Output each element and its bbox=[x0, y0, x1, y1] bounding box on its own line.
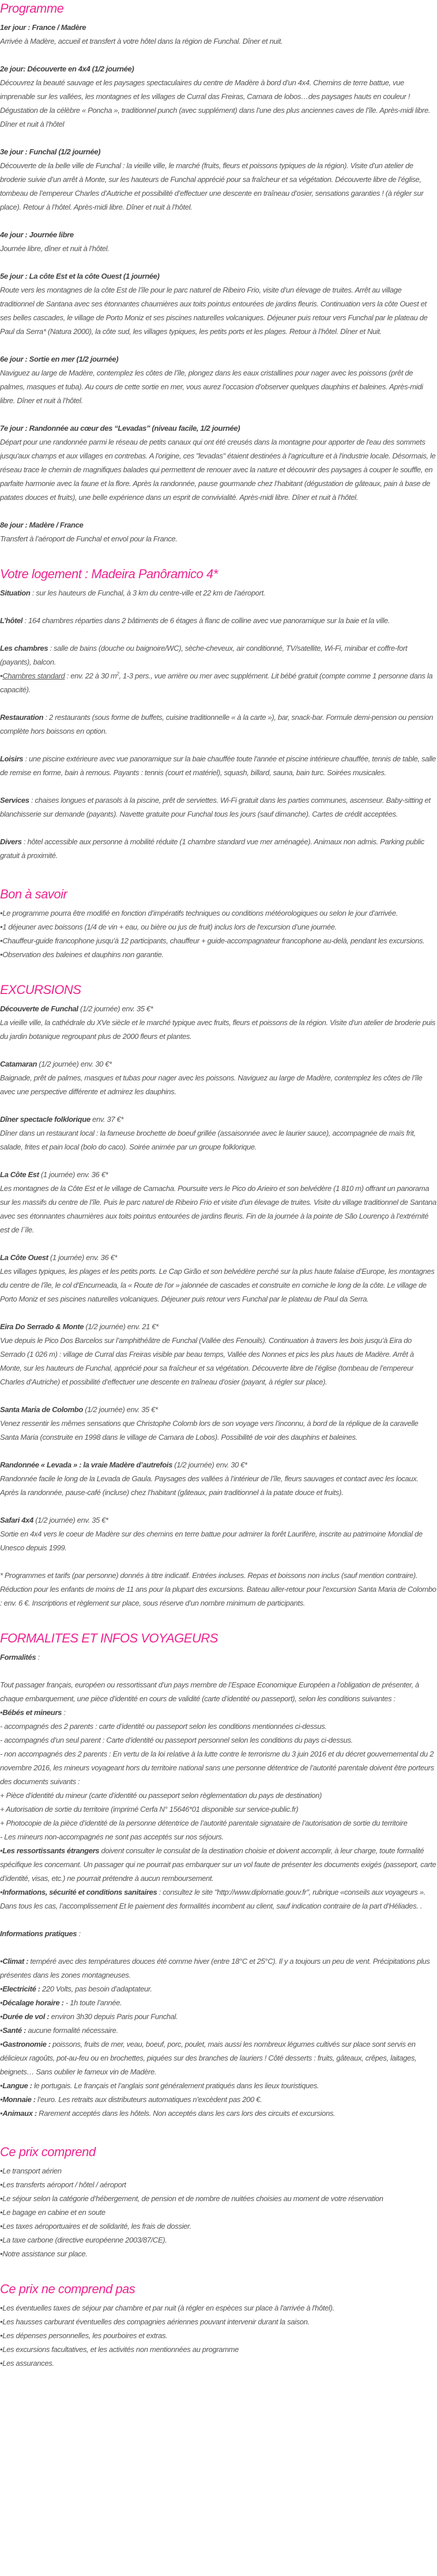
label: Climat : bbox=[2, 1957, 29, 1966]
pratique-item bbox=[0, 2093, 437, 2107]
excursion-name: Eira Do Serrado & Monte bbox=[0, 1322, 84, 1331]
text: tempéré avec des températures douces été comme hiver (entre 18°C et 25°C). Il y a toujours un peu de vent. Précipitations plus présentes dans les zones montagneuses. bbox=[0, 1957, 430, 1979]
logement-hotel bbox=[0, 614, 437, 628]
label: Monnaie : bbox=[2, 2095, 36, 2104]
day-title: 5e jour : La côte Est et la côte Ouest (1 journée) bbox=[0, 272, 160, 280]
excursion-text: Les villages typiques, les plages et les petits ports. Le Cap Girão et son belvédère perché sur la plus haute falaise d’Europe, les montagnes du centre de l’île, le col d’Encumeada, la « Route de l’or » jalonnée de cascades et construite en corniche le long de la côte. Le village de Porto Moniz et ses piscines naturelles volcaniques. Déjeuner puis retour vers Funchal par le plateau de Paul da Serra. bbox=[0, 1267, 435, 1303]
list-item: • Les taxes aéroportuaires et de solidarité, les frais de dossier. bbox=[0, 2220, 437, 2233]
day-title: 2e jour: Découverte en 4x4 (1/2 journée) bbox=[0, 65, 134, 73]
formalites-heading bbox=[0, 1651, 437, 1664]
day-text: Route vers les montagnes de la côte Est de l’île pour le parc naturel de Ribeiro Frio, visite d’un élevage de truites. Arrêt au village traditionnel de Santana avec ses étonnantes chaumières aux toits pointus entourées de jardins fleuris. Continuation vers la côte Ouest et ses belles cascades, le village de Porto Moniz et ses piscines naturelles volcaniques. Déjeuner puis retour vers Funchal par le plateau de Paul da Serra* (Natura 2000), la côte sud, les villages typiques, les petits ports et les plages. Retour à l’hôtel. Dîner et Nuit. bbox=[0, 286, 428, 336]
securite-paragraph bbox=[0, 1885, 437, 1913]
formalites-title: FORMALITES ET INFOS VOYAGEURS bbox=[0, 1631, 218, 1645]
excursion-item bbox=[0, 1113, 437, 1154]
list-item: • Les éventuelles taxes de séjour par chambre et par nuit (à régler en espèces sur place à l'arrivée à l'hôtel). bbox=[0, 2301, 437, 2315]
excursion-name: Santa Maria de Colombo bbox=[0, 1405, 83, 1414]
label: Les ressortissants étrangers bbox=[2, 1846, 100, 1855]
programme-title: Programme bbox=[0, 1, 64, 16]
excursion-name: Safari 4x4 bbox=[0, 1516, 33, 1524]
day-4 bbox=[0, 228, 437, 256]
excursion-name: La Côte Ouest bbox=[0, 1253, 48, 1262]
item-text: : chaises longues et parasols à la piscine, prêt de serviettes. Wi-Fi gratuit dans les parties communes, ascenseur. Baby-sitting et blanchisserie sur demande (payants). Navette gratuite pour Funchal tous les jours (sauf dimanche). Cartes de crédit acceptées. bbox=[0, 796, 431, 818]
sup: 2 bbox=[116, 671, 119, 677]
excursion-text: Dîner dans un restaurant local : la fameuse brochette de boeuf grillée (assaisonnée avec le laurier sauce), accompagnée de maïs frit, salade, frites et pain local (bolo do caco). Soirée animée par un groupe folklorique. bbox=[0, 1129, 416, 1151]
list-item: • Le transport aérien bbox=[0, 2164, 437, 2178]
item-label: Les chambres bbox=[0, 644, 48, 652]
pratiques-list bbox=[0, 1955, 437, 2120]
pratique-item bbox=[0, 2079, 437, 2093]
ne-comprend-pas-list bbox=[0, 2301, 437, 2370]
pratiques-heading bbox=[0, 1927, 437, 1941]
logement-chambres bbox=[0, 642, 437, 697]
item-label: Divers bbox=[0, 837, 22, 846]
formalites-intro: Tout passager français, européen ou ressortissant d’un pays membre de l’Espace Economique Européen a l’obligation de présenter, à chaque embarquement, une pièce d’identité en cours de validité (carte d’identité ou passeport), selon les conditions suivantes : bbox=[0, 1680, 419, 1703]
excursion-item bbox=[0, 1320, 437, 1389]
label: Décalage horaire : bbox=[2, 1998, 64, 2007]
bon-a-savoir-section bbox=[0, 886, 437, 962]
excursion-item bbox=[0, 1002, 437, 1044]
label: Gastronomie : bbox=[2, 2040, 51, 2048]
day-title: 7e jour : Randonnée au cœur des “Levadas” (niveau facile, 1/2 journée) bbox=[0, 424, 240, 433]
pratique-item bbox=[0, 1955, 437, 1982]
text: : consultez le site "http://www.diplomatie.gouv.fr", rubrique «conseils aux voyageurs ». Dans tous les cas, l’accomplissement Et le paiement des formalités incombent au client, sauf indication contraire de la part d’Héliades. . bbox=[0, 1888, 425, 1910]
list-item: • Les assurances. bbox=[0, 2357, 437, 2370]
day-text: Découvrez la beauté sauvage et les paysages spectaculaires du centre de Madère à bord d’un 4x4. Chemins de terre battue, vue imprenable sur les vallées, les montagnes et les villages de Curral das Freiras, Camara de lobos…des paysages hauts en couleur ! Dégustation de la célèbre « Poncha », traditionnel punch (avec supplément) dans l’une des plus anciennes caves de l’île. Après-midi libre. Dîner et nuit à l’hôtel bbox=[0, 78, 431, 128]
day-text: Naviguez au large de Madère, contemplez les côtes de l’île, plongez dans les eaux cristallines pour nager avec les poissons (prêt de palmes, masques et tuba). Au cours de cette sortie en mer, vous aurez l’occasion d’observer quelques dauphins et baleines. Après-midi libre. Dîner et nuit à l’hôtel. bbox=[0, 369, 423, 405]
bon-a-savoir-list bbox=[0, 906, 437, 962]
colon: : bbox=[61, 1708, 66, 1717]
list-item: • Le programme pourra être modifié en fonction d’impératifs techniques ou conditions météorologiques ou selon le jour d’arrivée. bbox=[0, 906, 437, 920]
text: - 1h toute l’année. bbox=[63, 1998, 122, 2007]
formalites-section bbox=[0, 1630, 437, 2120]
item-text: : une piscine extérieure avec vue panoramique sur la baie chauffée toute l'année et piscine intérieure chauffée, tennis de table, salle de remise en forme, bain à remous. Payants : tennis (court et matériel), squash, billard, sauna, bain turc. Soirées musicales. bbox=[0, 754, 436, 777]
text: l’euro. Les retraits aux distributeurs automatiques n’excèdent pas 200 €. bbox=[35, 2095, 262, 2104]
label: Animaux : bbox=[2, 2109, 37, 2118]
excursions-footnote: * Programmes et tarifs (par personne) donnés à titre indicatif. Entrées incluses. Repas et boissons non inclus (sauf mention contraire). Réduction pour les enfants de moins de 11 ans pour la plupart des excursions. Bateau aller-retour pour l’excursion Santa Maria de Colombo : env. 6 €. Inscriptions et règlement sur place, sous réserve d’un nombre minimum de participants. bbox=[0, 1571, 436, 1607]
excursion-text: Baignade, prêt de palmes, masques et tubas pour nager avec les poissons. Naviguez au large de Madère, contemplez les côtes de l’île avec une perspective différente et admirez les dauphins. bbox=[0, 1073, 423, 1096]
minor-line: - non accompagnés des 2 parents : En vertu de la loi relative à la lutte contre le terrorisme du 3 juin 2016 et du décret gouvernemental du 2 novembre 2016, les mineurs voyageant hors du territoire national sans une personne détentrice de l’autorité parentale doivent être porteurs des documents suivants : bbox=[0, 1750, 434, 1786]
excursions-title: EXCURSIONS bbox=[0, 982, 81, 997]
minor-line: + Autorisation de sortie du territoire (imprimé Cerfa N° 15646*01 disponible sur service-public.fr) bbox=[0, 1805, 299, 1814]
sub-text: , 1-3 pers., vue arrière ou mer avec supplément. Lit bébé gratuit (compte comme 1 personne dans la capacité). bbox=[0, 671, 433, 694]
bebes-heading bbox=[0, 1706, 437, 1720]
day-title: 6e jour : Sortie en mer (1/2 journée) bbox=[0, 355, 119, 363]
day-3 bbox=[0, 145, 437, 214]
logement-title: Votre logement : Madeira Panôramico 4* bbox=[0, 567, 218, 581]
colon: : bbox=[36, 1653, 40, 1661]
excursion-item bbox=[0, 1513, 437, 1555]
list-item: • Le bagage en cabine et en soute bbox=[0, 2206, 437, 2220]
comprend-title: Ce prix comprend bbox=[0, 2145, 96, 2159]
sub-text: : env. 22 à 30 m bbox=[65, 671, 117, 680]
chambres-standard bbox=[0, 669, 437, 697]
excursion-price: (1/2 journée) env. 30 €* bbox=[37, 1060, 112, 1068]
day-7 bbox=[0, 422, 437, 504]
pratique-item bbox=[0, 1996, 437, 2010]
excursion-item bbox=[0, 1168, 437, 1237]
day-text: Arrivée à Madère, accueil et transfert à votre hôtel dans la région de Funchal. Dîner et nuit. bbox=[0, 37, 283, 45]
excursion-text: La vieille ville, la cathédrale du XVe siècle et le marché typique avec fruits, fleurs et poissons de la région. Visite d’un atelier de broderie puis du jardin botanique regroupant plus de 2000 fleurs et plantes. bbox=[0, 1018, 436, 1041]
day-2 bbox=[0, 62, 437, 131]
minor-line: - accompagnés d’un seul parent : Carte d’identité ou passeport personnel selon les conditions du pays ci-dessus. bbox=[0, 1736, 353, 1744]
comprend-section bbox=[0, 2143, 437, 2261]
text: environ 3h30 depuis Paris pour Funchal. bbox=[49, 2012, 178, 2021]
text: doivent consulter le consulat de la destination choisie et doivent accomplir, à leur charge, toute formalité spécifique les concernant. Un passager qui ne pourrait pas embarquer sur un vol faute de présenter les documents exigés (passeport, carte d’identité, visas, etc.) ne pourrait prétendre à aucun remboursement. bbox=[0, 1846, 436, 1883]
label: Informations, sécurité et conditions sanitaires bbox=[2, 1888, 157, 1896]
excursion-name: Dîner spectacle folklorique bbox=[0, 1115, 91, 1124]
excursion-name: Randonnée « Levada » : la vraie Madère d’autrefois bbox=[0, 1460, 172, 1469]
pratique-item bbox=[0, 1982, 437, 1996]
day-text: Découverte de la belle ville de Funchal : la vieille ville, le marché (fruits, fleurs et poissons typiques de la région). Visite d’un atelier de broderie suivie d’un arrêt à Monte, sur les hauteurs de Funchal apprécié pour sa fraîcheur et sa végétation. Découverte libre de l’église, tombeau de l’empereur Charles d’Autriche et possibilité d’effectuer une descente en traîneau d’osier, sensations garanties ! (à régler sur place). Retour à l’hôtel. Après-midi libre. Dîner et nuit à l’hôtel. bbox=[0, 161, 424, 211]
text: le portugais. Le français et l’anglais sont généralement pratiqués dans les lieux touristiques. bbox=[32, 2081, 319, 2090]
pratique-item bbox=[0, 2038, 437, 2079]
day-5 bbox=[0, 270, 437, 339]
day-title: 1er jour : France / Madère bbox=[0, 23, 86, 32]
chambres-main bbox=[0, 642, 437, 669]
text: 220 Volts, pas besoin d’adaptateur. bbox=[40, 1985, 152, 1993]
day-title: 4e jour : Journée libre bbox=[0, 230, 74, 239]
item-label: Restauration bbox=[0, 713, 44, 722]
list-item: • La taxe carbone (directive européenne 2003/87/CE). bbox=[0, 2233, 437, 2247]
label: Informations pratiques bbox=[0, 1929, 77, 1938]
minor-line: - Les mineurs non-accompagnés ne sont pas acceptés sur nos séjours. bbox=[0, 1833, 224, 1841]
logement-divers bbox=[0, 835, 437, 863]
day-8 bbox=[0, 518, 437, 546]
excursion-name: Découverte de Funchal bbox=[0, 1004, 78, 1013]
day-title: 8e jour : Madère / France bbox=[0, 521, 84, 529]
excursion-price: (1/2 journée) env. 35 €* bbox=[78, 1004, 153, 1013]
excursion-price: (1/2 journée) env. 21 €* bbox=[84, 1322, 159, 1331]
list-item: • Les transferts aéroport / hôtel / aéroport bbox=[0, 2178, 437, 2192]
day-title: 3e jour : Funchal (1/2 journée) bbox=[0, 147, 101, 156]
excursion-item bbox=[0, 1403, 437, 1444]
ne-comprend-pas-title: Ce prix ne comprend pas bbox=[0, 2282, 135, 2296]
excursion-name: Catamaran bbox=[0, 1060, 37, 1068]
text: aucune formalité nécessaire. bbox=[26, 2026, 118, 2035]
excursion-price: (1/2 journée) env. 35 €* bbox=[33, 1516, 108, 1524]
list-item: • Les hausses carburant éventuelles des compagnies aériennes pouvant intervenir durant la saison. bbox=[0, 2315, 437, 2329]
excursions-section bbox=[0, 981, 437, 1610]
pratique-item bbox=[0, 2024, 437, 2038]
excursion-text: Vue depuis le Pico Dos Barcelos sur l’amphithéâtre de Funchal (Vallée des Fenouils). Continuation à travers les bois jusqu’à Eira do Serrado (1 026 m) : village de Curral das Freiras visible par beau temps, Vallée des Nonnes et pics les plus hauts de Madère. Arrêt à Monte, sur les hauteurs de Funchal, apprécié pour sa fraîcheur et sa végétation. Découverte libre de l’église (tombeau de l’empereur Charles d’Autriche) et possibilité d’effectuer une descente en traîneau d’osier (payant, à régler sur place). bbox=[0, 1336, 414, 1386]
label: Durée de vol : bbox=[2, 2012, 50, 2021]
excursion-price: (1/2 journée) env. 30 €* bbox=[172, 1460, 247, 1469]
pratique-item bbox=[0, 2107, 437, 2120]
day-1 bbox=[0, 21, 437, 48]
label: Langue : bbox=[2, 2081, 32, 2090]
label: Bébés et mineurs bbox=[2, 1708, 62, 1717]
logement-restauration bbox=[0, 711, 437, 738]
day-6 bbox=[0, 352, 437, 408]
label: Formalités bbox=[0, 1653, 36, 1661]
minor-line: + Photocopie de la pièce d’identité de la personne détentrice de l’autorité parentale signataire de l’autorisation de sortie du territoire bbox=[0, 1819, 408, 1827]
item-label: Services bbox=[0, 796, 29, 805]
sub-label: Chambres standard bbox=[2, 671, 65, 680]
list-item: • Les dépenses personnelles, les pourboires et extras. bbox=[0, 2329, 437, 2343]
pratique-item bbox=[0, 2010, 437, 2024]
day-text: Journée libre, dîner et nuit à l’hôtel. bbox=[0, 244, 110, 253]
label: Electricité : bbox=[2, 1985, 40, 1993]
excursion-text: Venez ressentir les mêmes sensations que Christophe Colomb lors de son voyage vers l’inconnu, à bord de la réplique de la caravelle Santa Maria (construite en 1998 dans le village de Camara de Lobos). Possibilité de voir des dauphins et baleines. bbox=[0, 1419, 419, 1441]
item-text: : 164 chambres réparties dans 2 bâtiments de 6 étages à flanc de colline avec vue panoramique sur la baie et la ville. bbox=[22, 616, 390, 625]
bon-a-savoir-title: Bon à savoir bbox=[0, 887, 67, 901]
text: Rarement acceptés dans les hôtels. Non acceptés dans les cars lors des circuits et excursions. bbox=[36, 2109, 336, 2118]
day-text: Transfert à l’aéroport de Funchal et envol pour la France. bbox=[0, 534, 178, 543]
excursion-text: Les montagnes de la Côte Est et le village de Camacha. Poursuite vers le Pico do Arieiro et son belvédère (1 810 m) offrant un panorama sur les massifs du centre de l’île. Puis le parc naturel de Ribeiro Frio et visite d’un élevage de truites. Visite du village traditionnel de Santana avec ses étonnantes chaumières aux toits pointus entourées de jardins fleuris. Fin de la journée à la pointe de São Lourenço à l’extrémité est de l´île. bbox=[0, 1184, 436, 1234]
label: Santé : bbox=[2, 2026, 27, 2035]
excursion-item bbox=[0, 1458, 437, 1500]
list-item: • 1 déjeuner avec boissons (1/4 de vin + eau, ou bière ou jus de fruit) inclus lors de l'excursion d’une journée. bbox=[0, 920, 437, 934]
excursion-text: Randonnée facile le long de la Levada de Gaula. Paysages des vallées à l’intérieur de l’île, fleurs sauvages et contact avec les locaux. Après la randonnée, pause-café (incluse) chez l’habitant (gâteaux, pain traditionnel à la patate douce et fruits). bbox=[0, 1474, 419, 1497]
comprend-list bbox=[0, 2164, 437, 2261]
excursion-price: (1 journée) env. 36 €* bbox=[48, 1253, 118, 1262]
excursion-price: (1 journée) env. 36 €* bbox=[39, 1170, 108, 1179]
colon: : bbox=[77, 1929, 81, 1938]
text: poissons, fruits de mer, veau, boeuf, porc, poulet, mais aussi les nombreux légumes cultivés sur place sont servis en délicieux ragoûts, pot-au-feu ou en brochettes, piquées sur des branches de lauriers ! Côté desserts : fruits, gâteaux, crêpes, laitages, beignets… Sans oublier le fameux vin de Madère. bbox=[0, 2040, 417, 2076]
excursion-item bbox=[0, 1057, 437, 1099]
logement-loisirs bbox=[0, 752, 437, 780]
excursion-text: Sortie en 4x4 vers le coeur de Madère sur des chemins en terre battue pour admirer la forêt Laurifère, inscrite au patrimoine Mondial de Unesco depuis 1999. bbox=[0, 1530, 423, 1552]
day-text: Départ pour une randonnée parmi le réseau de petits canaux qui ont été creusés dans la montagne pour apporter de l'eau des sommets jusqu'aux champs et aux villages en contrebas. A l'origine, ces "levadas" étaient destinées à l'agriculture et à l'industrie locale. Désormais, le réseau trace le chemin de magnifiques balades qui permettent de renouer avec la nature et découvrir des paysages à couper le souffle, en parfaite harmonie avec la faune et la flore. Après la randonnée, pause gourmande chez l’habitant (dégustation de gâteaux, pain à base de patates douces et fruits), une belle expérience dans un esprit de convivialité. Après-midi libre. Dîner et nuit à l’hôtel. bbox=[0, 438, 436, 502]
excursion-price: env. 37 €* bbox=[90, 1115, 124, 1124]
excursion-price: (1/2 journée) env. 35 €* bbox=[83, 1405, 158, 1414]
minor-line: - accompagnés des 2 parents : carte d’identité ou passeport selon les conditions mentionnées ci-dessus. bbox=[0, 1722, 327, 1731]
item-label: L’hôtel bbox=[0, 616, 23, 625]
list-item: • Chauffeur-guide francophone jusqu’à 12 participants, chauffeur + guide-accompagnateur francophone au-delà, pendant les excursions. bbox=[0, 934, 437, 948]
minor-line: + Pièce d’identité du mineur (carte d’identité ou passeport selon règlementation du pays de destination) bbox=[0, 1791, 322, 1800]
excursion-item bbox=[0, 1251, 437, 1306]
list-item: • Notre assistance sur place. bbox=[0, 2247, 437, 2261]
etrangers-paragraph bbox=[0, 1844, 437, 1885]
excursion-name: La Côte Est bbox=[0, 1170, 39, 1179]
logement-section bbox=[0, 566, 437, 863]
list-item: • Le séjour selon la catégorie d’hébergement, de pension et de nombre de nuitées choisies au moment de votre réservation bbox=[0, 2192, 437, 2206]
list-item: • Les excursions facultatives, et les activités non mentionnées au programme bbox=[0, 2343, 437, 2357]
item-text: : salle de bains (douche ou baignoire/WC), sèche-cheveux, air conditionné, TV/satellite, Wi-Fi, minibar et coffre-fort (payants), balcon. bbox=[0, 644, 408, 666]
logement-situation bbox=[0, 586, 437, 600]
programme-section bbox=[0, 0, 437, 546]
item-text: : hôtel accessible aux personne à mobilité réduite (1 chambre standard vue mer aménagée). Animaux non admis. Parking public gratuit à proximité. bbox=[0, 837, 424, 860]
item-text: : 2 restaurants (sous forme de buffets, cuisine traditionnelle « à la carte »), bar, snack-bar. Formule demi-pension ou pension complète hors boissons en option. bbox=[0, 713, 434, 735]
item-label: Loisirs bbox=[0, 754, 24, 763]
list-item: • Observation des baleines et dauphins non garantie. bbox=[0, 948, 437, 962]
item-label: Situation bbox=[0, 589, 31, 597]
item-text: : sur les hauteurs de Funchal, à 3 km du centre-ville et 22 km de l’aéroport. bbox=[30, 589, 266, 597]
ne-comprend-pas-section bbox=[0, 2281, 437, 2370]
logement-services bbox=[0, 794, 437, 821]
